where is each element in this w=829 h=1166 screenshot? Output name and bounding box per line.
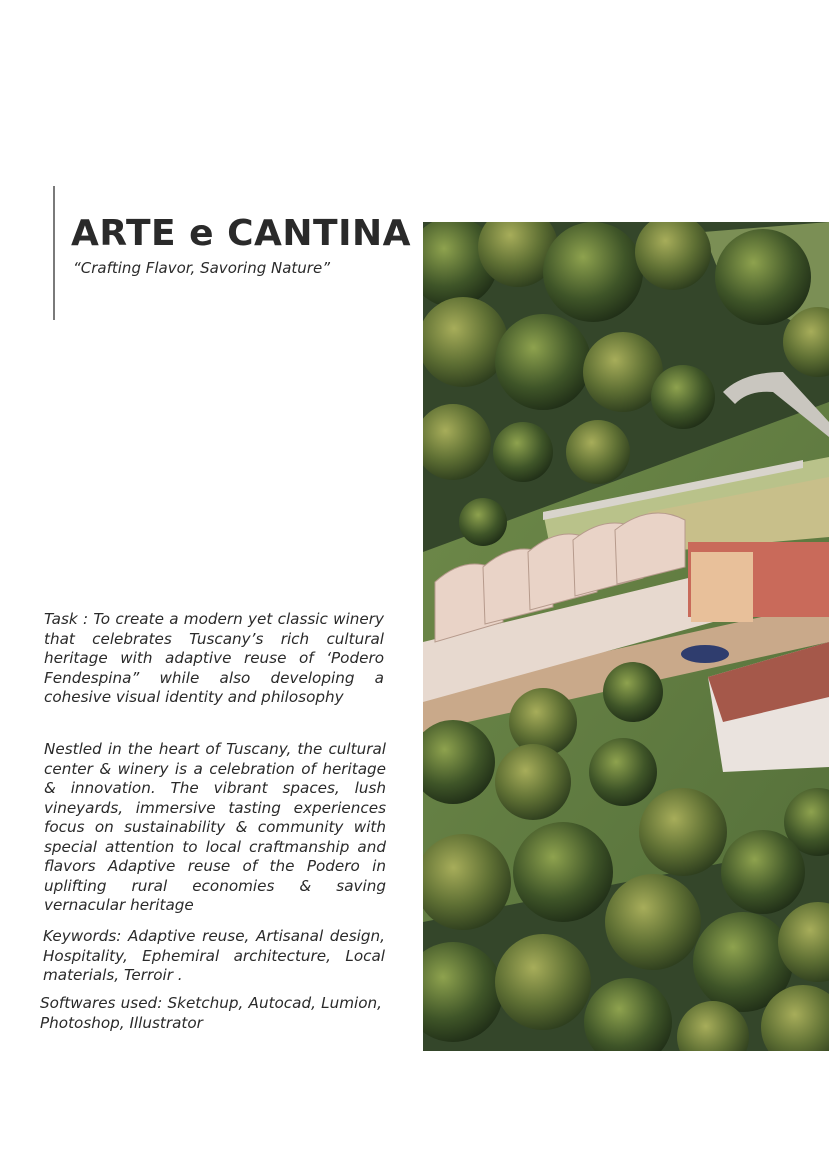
accent-bar [53,186,55,320]
keywords-paragraph: Keywords: Adaptive reuse, Artisanal design, Hospitality, Ephemiral architecture, Local materials, Terroir . [43,927,385,984]
task-paragraph: Task : To create a modern yet classic winery that celebrates Tuscany’s rich cultural heritage with adaptive reuse of ‘Podero Fendespina” while also developing a cohesive visual identity and philosophy [44,610,384,706]
description-paragraph: Nestled in the heart of Tuscany, the cultural center & winery is a celebration of heritage & innovation. The vibrant spaces, lush vineyards, immersive tasting experiences focus on sustainability & community with special attention to local craftmanship and flavors Adaptive reuse of the Podero in uplifting rural economies & saving vernacular heritage [44,740,386,914]
project-title: ARTE e CANTINA [71,213,411,254]
software-paragraph: Softwares used: Sketchup, Autocad, Lumion, Photoshop, Illustrator [40,994,382,1032]
aerial-render-illustration [423,222,829,1051]
aerial-render-image [423,222,829,1051]
project-tagline: “Crafting Flavor, Savoring Nature” [73,259,330,277]
